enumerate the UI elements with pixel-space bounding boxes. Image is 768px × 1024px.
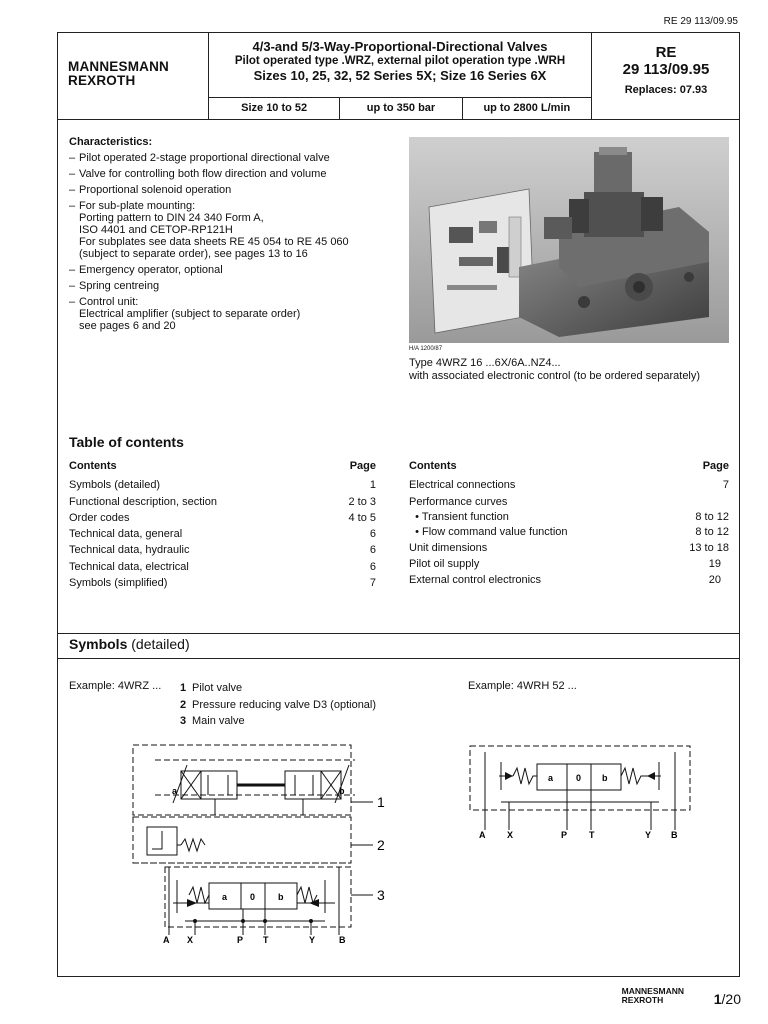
photo-caption: [409, 357, 700, 382]
legend-text: Pressure reducing valve D3 (optional): [192, 698, 377, 711]
toc-row: [409, 572, 729, 588]
list-item-text: Proportional solenoid operation: [79, 184, 232, 196]
toc-row: [69, 510, 376, 526]
list-dash: –: [69, 200, 76, 212]
toc-row: [409, 540, 729, 556]
photo-caption-line-2: with associated electronic control (to be ordered separately): [409, 369, 701, 382]
toc-left-column: [69, 458, 376, 591]
toc-header-row: [69, 458, 376, 474]
footer-brand-line-2: REXROTH: [621, 995, 664, 1005]
port-T: T: [263, 935, 269, 945]
page-current: 1: [713, 991, 722, 1007]
callout-3: 3: [377, 887, 385, 903]
toc-contents-header: Contents: [69, 460, 117, 472]
toc-entry-label: Technical data, hydraulic: [69, 544, 190, 557]
toc-entry-page: 20: [708, 574, 721, 587]
characteristics-heading: Characteristics:: [69, 136, 153, 148]
toc-entry-label: • Transient function: [409, 510, 509, 523]
toc-entry-label: Symbols (detailed): [69, 479, 161, 492]
toc-entry-label: Pilot oil supply: [409, 558, 480, 571]
list-item-text: Emergency operator, optional: [79, 264, 223, 276]
toc-header-row: [409, 458, 729, 474]
toc-row: [409, 494, 729, 510]
toc-entry-page: 6: [369, 528, 376, 541]
title-line-2: Pilot operated type .WRZ, external pilot operation type .WRH: [234, 55, 566, 67]
document-reference: RE 29 113/09.95: [663, 16, 738, 27]
re-number: 29 113/09.95: [622, 61, 710, 78]
legend-item: [180, 713, 376, 730]
list-dash: –: [69, 280, 76, 292]
toc-entry-label: Electrical connections: [409, 479, 516, 492]
toc-row: [69, 575, 376, 591]
list-item-text: Pilot operated 2-stage proportional directional valve: [79, 152, 330, 164]
port-P: P: [237, 935, 244, 945]
port-B: B: [339, 935, 346, 945]
port-P: P: [561, 830, 568, 840]
toc-row: [409, 477, 729, 493]
toc-entry-page: 8 to 12: [695, 525, 729, 538]
brand-line-2: REXROTH: [68, 73, 136, 88]
toc-row: [409, 525, 729, 540]
toc-entry-page: 7: [369, 577, 376, 590]
legend-number: 3: [180, 715, 187, 727]
spec-row: [208, 97, 592, 119]
toc-entry-label: External control electronics: [409, 574, 542, 587]
list-item-text: Spring centreing: [79, 280, 160, 292]
pilot-valve-boundary: [133, 745, 351, 815]
toc-entry-page: 4 to 5: [348, 511, 376, 524]
toc-contents-header: Contents: [409, 460, 457, 472]
list-item: [69, 200, 404, 260]
port-T: T: [589, 830, 595, 840]
toc-row: [409, 556, 729, 572]
spec-size: Size 10 to 52: [209, 98, 340, 119]
legend-number: 2: [180, 698, 187, 711]
list-item: [69, 168, 404, 180]
callout-2: 2: [377, 837, 385, 853]
toc-row: [69, 494, 376, 510]
example-right-label: Example: 4WRH 52 ...: [468, 680, 577, 692]
section-divider: [57, 658, 740, 659]
section-divider: [57, 633, 740, 634]
brand-line-1: MANNESMANN: [68, 59, 169, 74]
spool-label-a: a: [222, 892, 228, 902]
toc-entry-label: • Flow command value function: [409, 525, 568, 538]
toc-entry-page: 7: [722, 479, 729, 492]
port-label-b: b: [339, 786, 345, 796]
page-number: [714, 991, 741, 1007]
list-item-text: Control unit: Electrical amplifier (subject to separate order) see pages 6 and 20: [79, 296, 301, 332]
re-label: RE: [655, 44, 677, 61]
toc-entry-page: 8 to 12: [695, 510, 729, 523]
toc-row: [69, 559, 376, 575]
symbols-title-rest: (detailed): [127, 636, 190, 652]
port-label-a: a: [172, 786, 178, 796]
toc-entry-label: Symbols (simplified): [69, 577, 168, 590]
pressure-reducer-boundary: [133, 817, 351, 863]
header-divider: [57, 119, 740, 120]
port-X: X: [187, 935, 194, 945]
spool-label-b: b: [602, 773, 608, 783]
toc-entry-page: 2 to 3: [348, 495, 376, 508]
toc-entry-label: Technical data, general: [69, 528, 183, 541]
symbols-title: [69, 636, 190, 652]
toc-entry-page: 6: [369, 560, 376, 573]
list-dash: –: [69, 184, 76, 196]
toc-row: [69, 526, 376, 542]
spool-label-b: b: [278, 892, 284, 902]
toc-entry-label: Order codes: [69, 511, 130, 524]
toc-entry-label: Technical data, electrical: [69, 560, 189, 573]
spool-label-0: 0: [250, 892, 256, 902]
hydraulic-symbol-4wrz: [125, 735, 400, 950]
port-Y: Y: [645, 830, 652, 840]
toc-row: [69, 477, 376, 493]
callout-1: 1: [377, 794, 385, 810]
toc-entry-label: Unit dimensions: [409, 541, 488, 554]
symbols-legend: [180, 680, 376, 730]
toc-title: Table of contents: [69, 434, 184, 450]
list-item-text: For sub-plate mounting: Porting pattern to DIN 24 340 Form A, ISO 4401 and CETOP-RP121H For subplates see data sheets RE 45 054 to RE 45 060 (subject to separate order), see pages 13 to 16: [79, 200, 349, 260]
title-line-1: 4/3-and 5/3-Way-Proportional-Directional Valves: [252, 39, 548, 54]
photo-reference: H/A 1200/87: [409, 346, 443, 352]
toc-entry-label: Performance curves: [409, 495, 508, 508]
product-photo-graphic: [409, 137, 729, 343]
toc-entry-page: 1: [369, 479, 376, 492]
legend-item: [180, 680, 376, 697]
toc-page-header: Page: [702, 460, 729, 472]
toc-entry-page: 19: [708, 558, 721, 571]
legend-text: Pilot valve: [192, 682, 243, 694]
list-dash: –: [69, 168, 76, 180]
list-dash: –: [69, 152, 76, 164]
symbols-title-bold: Symbols: [69, 636, 128, 652]
list-dash: –: [69, 296, 76, 308]
footer-brand-logo: [622, 987, 684, 1005]
page-total: /20: [721, 991, 741, 1007]
list-item: [69, 296, 404, 332]
re-number-block: [592, 32, 740, 96]
toc-row: [409, 510, 729, 525]
product-photo: [409, 137, 729, 343]
port-X: X: [507, 830, 514, 840]
list-item-text: Valve for controlling both flow direction and volume: [79, 168, 327, 180]
toc-entry-page: 13 to 18: [689, 541, 729, 554]
main-valve-boundary: [165, 867, 351, 927]
toc-entry-page: 6: [369, 544, 376, 557]
legend-number: 1: [180, 682, 187, 694]
toc-page-header: Page: [349, 460, 376, 472]
replaces-note: Replaces: 07.93: [624, 84, 708, 96]
hydraulic-symbol-4wrh: [465, 740, 695, 840]
port-Y: Y: [309, 935, 316, 945]
spool-label-a: a: [548, 773, 554, 783]
characteristics-section: [69, 136, 404, 336]
list-item: [69, 184, 404, 196]
footer-brand-line-1: MANNESMANN: [621, 986, 684, 996]
port-A: A: [479, 830, 486, 840]
spec-flow: up to 2800 L/min: [483, 102, 571, 114]
title-block: [208, 32, 592, 98]
list-dash: –: [69, 264, 76, 276]
list-item: [69, 152, 404, 164]
legend-text: Main valve: [192, 715, 245, 727]
spec-pressure: up to 350 bar: [340, 98, 462, 119]
spool-label-0: 0: [576, 773, 582, 783]
port-A: A: [163, 935, 170, 945]
photo-caption-line-1: Type 4WRZ 16 ...6X/6A..NZ4...: [409, 357, 561, 369]
title-line-3: Sizes 10, 25, 32, 52 Series 5X; Size 16 Series 6X: [253, 68, 547, 83]
brand-logo: [68, 60, 169, 88]
toc-entry-label: Functional description, section: [69, 495, 217, 508]
list-item: [69, 280, 404, 292]
port-B: B: [671, 830, 678, 840]
toc-right-column: [409, 458, 729, 589]
legend-item: [180, 697, 376, 714]
list-item: [69, 264, 404, 276]
toc-row: [69, 542, 376, 558]
example-left-label: Example: 4WRZ ...: [69, 680, 162, 692]
